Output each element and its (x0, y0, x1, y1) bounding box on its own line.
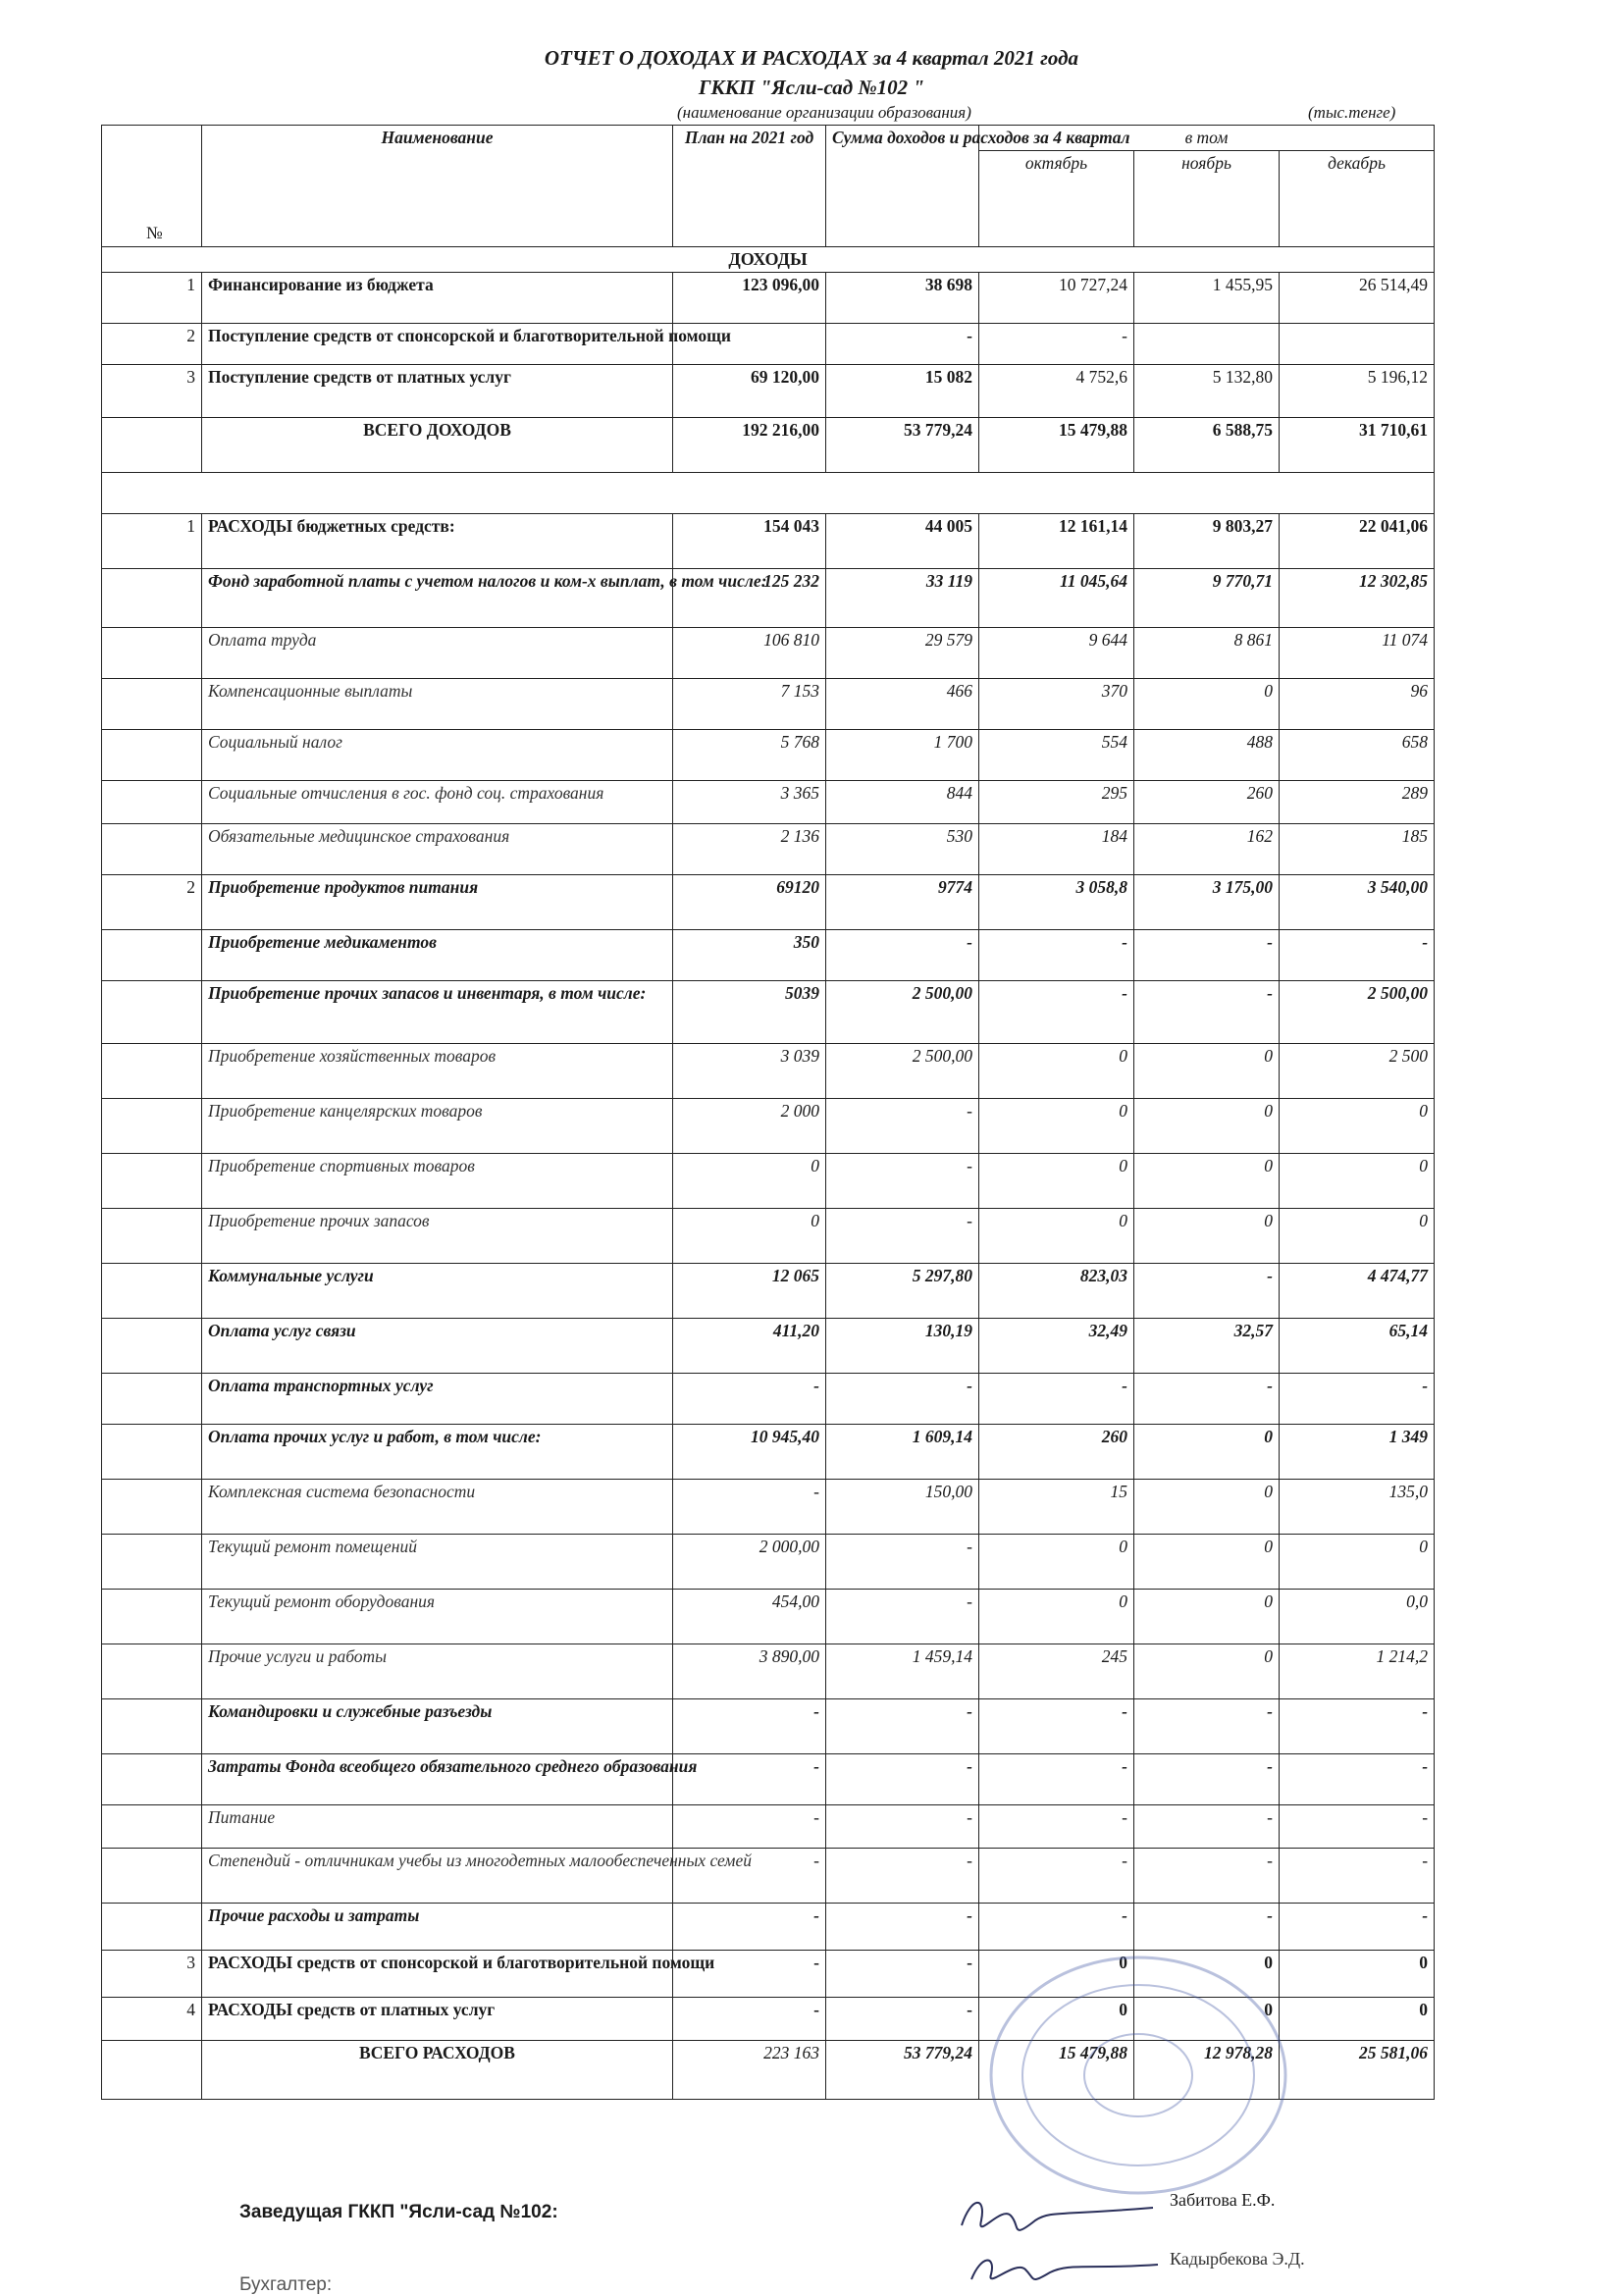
expense-row (102, 1154, 1435, 1209)
row-dec: 2 500,00 (1280, 981, 1435, 1044)
organization-title: ГККП "Ясли-сад №102 " (698, 76, 925, 99)
row-number (102, 824, 202, 875)
expense-row (102, 1535, 1435, 1590)
row-plan: 3 039 (673, 1044, 826, 1099)
row-dec: 96 (1280, 679, 1435, 730)
row-name: Оплата труда (202, 628, 673, 679)
row-name: Прочие расходы и затраты (202, 1904, 673, 1951)
row-nov: 1 455,95 (1134, 273, 1280, 324)
row-dec: 1 349 (1280, 1425, 1435, 1480)
row-name: Приобретение прочих запасов (202, 1209, 673, 1264)
row-number (102, 1590, 202, 1644)
row-plan: 3 890,00 (673, 1644, 826, 1699)
expense-total-sum: 53 779,24 (826, 2041, 979, 2100)
row-sum: - (826, 1699, 979, 1754)
row-number (102, 1044, 202, 1099)
row-name: Степендий - отличникам учебы из многодетных малообеспеченных семей (202, 1849, 673, 1904)
row-plan: 123 096,00 (673, 273, 826, 324)
row-oct: 15 (979, 1480, 1134, 1535)
row-sum: - (826, 1904, 979, 1951)
spacer-row (102, 473, 1435, 514)
row-oct: 245 (979, 1644, 1134, 1699)
row-oct: - (979, 324, 1134, 365)
col-header-december: декабрь (1280, 151, 1435, 247)
row-sum: - (826, 1998, 979, 2041)
row-number (102, 930, 202, 981)
row-sum: 2 500,00 (826, 1044, 979, 1099)
row-oct: 0 (979, 1154, 1134, 1209)
row-dec: 289 (1280, 781, 1435, 824)
row-sum: - (826, 1849, 979, 1904)
row-sum: - (826, 1099, 979, 1154)
row-oct: - (979, 1849, 1134, 1904)
row-number (102, 730, 202, 781)
row-dec: 0 (1280, 1998, 1435, 2041)
row-plan: - (673, 1998, 826, 2041)
row-sum: 466 (826, 679, 979, 730)
row-plan: - (673, 1699, 826, 1754)
income-total-row (102, 418, 1435, 473)
row-dec: 0 (1280, 1951, 1435, 1998)
row-sum: - (826, 1805, 979, 1849)
row-nov: 8 861 (1134, 628, 1280, 679)
row-plan: 350 (673, 930, 826, 981)
col-header-num: № (102, 126, 202, 247)
row-plan: 454,00 (673, 1590, 826, 1644)
row-name: Поступление средств от платных услуг (202, 365, 673, 418)
expense-total-oct: 15 479,88 (979, 2041, 1134, 2100)
row-number: 4 (102, 1998, 202, 2041)
expense-total-dec: 25 581,06 (1280, 2041, 1435, 2100)
row-name: Фонд заработной платы с учетом налогов и ком-х выплат, в том числе: (202, 569, 673, 628)
row-nov: 488 (1134, 730, 1280, 781)
row-nov: - (1134, 1374, 1280, 1425)
row-oct: 370 (979, 679, 1134, 730)
row-name: Поступление средств от спонсорской и благотворительной помощи (202, 324, 673, 365)
row-sum: - (826, 1951, 979, 1998)
row-nov: 3 175,00 (1134, 875, 1280, 930)
row-dec: 3 540,00 (1280, 875, 1435, 930)
row-nov: 0 (1134, 1154, 1280, 1209)
row-sum: - (826, 930, 979, 981)
row-name: Компенсационные выплаты (202, 679, 673, 730)
row-plan: 3 365 (673, 781, 826, 824)
row-oct: - (979, 1374, 1134, 1425)
income-total-oct: 15 479,88 (979, 418, 1134, 473)
row-plan: 2 000,00 (673, 1535, 826, 1590)
income-row (102, 273, 1435, 324)
expense-row (102, 1699, 1435, 1754)
row-plan: 106 810 (673, 628, 826, 679)
row-number: 1 (102, 514, 202, 569)
row-number: 3 (102, 365, 202, 418)
row-dec: 2 500 (1280, 1044, 1435, 1099)
row-dec: 0,0 (1280, 1590, 1435, 1644)
row-sum: 5 297,80 (826, 1264, 979, 1319)
accountant-signature-label: Бухгалтер: (239, 2274, 333, 2295)
row-oct: 0 (979, 1535, 1134, 1590)
row-oct: - (979, 1805, 1134, 1849)
row-oct: 0 (979, 1998, 1134, 2041)
row-name: Приобретение медикаментов (202, 930, 673, 981)
row-number (102, 1209, 202, 1264)
row-sum: - (826, 1590, 979, 1644)
expense-row (102, 1849, 1435, 1904)
row-name: Социальные отчисления в гос. фонд соц. страхования (202, 781, 673, 824)
row-oct: 184 (979, 824, 1134, 875)
row-number (102, 1264, 202, 1319)
row-sum: - (826, 1374, 979, 1425)
row-sum: - (826, 1154, 979, 1209)
row-plan: 12 065 (673, 1264, 826, 1319)
expense-row (102, 1805, 1435, 1849)
row-sum: 530 (826, 824, 979, 875)
row-sum: 33 119 (826, 569, 979, 628)
row-name: Текущий ремонт оборудования (202, 1590, 673, 1644)
row-nov: 5 132,80 (1134, 365, 1280, 418)
row-name: Финансирование из бюджета (202, 273, 673, 324)
row-nov: 0 (1134, 1099, 1280, 1154)
row-dec: 5 196,12 (1280, 365, 1435, 418)
expense-row (102, 628, 1435, 679)
row-dec: 0 (1280, 1209, 1435, 1264)
row-sum: - (826, 1209, 979, 1264)
row-plan: 69120 (673, 875, 826, 930)
row-name: Питание (202, 1805, 673, 1849)
expense-row (102, 1590, 1435, 1644)
row-plan: 411,20 (673, 1319, 826, 1374)
row-oct: 12 161,14 (979, 514, 1134, 569)
row-name: РАСХОДЫ средств от спонсорской и благотворительной помощи (202, 1951, 673, 1998)
expense-row (102, 875, 1435, 930)
expense-row (102, 1754, 1435, 1805)
row-dec: 65,14 (1280, 1319, 1435, 1374)
row-name: Приобретение продуктов питания (202, 875, 673, 930)
row-sum: 29 579 (826, 628, 979, 679)
row-nov: 0 (1134, 1425, 1280, 1480)
row-dec: 22 041,06 (1280, 514, 1435, 569)
row-nov: - (1134, 1264, 1280, 1319)
row-oct: - (979, 930, 1134, 981)
expense-total-plan: 223 163 (673, 2041, 826, 2100)
row-number (102, 1154, 202, 1209)
row-nov: 0 (1134, 1044, 1280, 1099)
row-number (102, 781, 202, 824)
row-oct: - (979, 1754, 1134, 1805)
row-dec: 12 302,85 (1280, 569, 1435, 628)
expense-row (102, 1480, 1435, 1535)
organization-caption: (наименование организации образования) (677, 103, 971, 122)
row-name: Приобретение спортивных товаров (202, 1154, 673, 1209)
row-plan: - (673, 1374, 826, 1425)
row-sum: - (826, 1535, 979, 1590)
row-number (102, 981, 202, 1044)
row-nov: 162 (1134, 824, 1280, 875)
row-nov: - (1134, 1699, 1280, 1754)
row-name: РАСХОДЫ бюджетных средств: (202, 514, 673, 569)
row-name: Социальный налог (202, 730, 673, 781)
row-sum: 15 082 (826, 365, 979, 418)
row-number: 3 (102, 1951, 202, 1998)
signature-marks (942, 2186, 1168, 2294)
row-plan: 125 232 (673, 569, 826, 628)
row-number (102, 1699, 202, 1754)
row-sum: 1 459,14 (826, 1644, 979, 1699)
row-nov: 0 (1134, 1480, 1280, 1535)
row-number (102, 1644, 202, 1699)
row-plan: 2 136 (673, 824, 826, 875)
row-plan: 0 (673, 1154, 826, 1209)
row-number: 2 (102, 324, 202, 365)
row-nov: - (1134, 981, 1280, 1044)
row-name: Оплата услуг связи (202, 1319, 673, 1374)
report-title: ОТЧЕТ О ДОХОДАХ И РАСХОДАХ за 4 квартал 2021 года (544, 46, 1079, 70)
row-plan: 10 945,40 (673, 1425, 826, 1480)
row-dec: 185 (1280, 824, 1435, 875)
row-nov: 0 (1134, 1209, 1280, 1264)
row-plan: - (673, 1849, 826, 1904)
row-oct: - (979, 981, 1134, 1044)
expense-row (102, 981, 1435, 1044)
row-dec: 658 (1280, 730, 1435, 781)
row-plan: 5039 (673, 981, 826, 1044)
row-oct: 9 644 (979, 628, 1134, 679)
row-sum: 1 609,14 (826, 1425, 979, 1480)
row-dec: - (1280, 1754, 1435, 1805)
row-dec: 0 (1280, 1535, 1435, 1590)
row-oct: - (979, 1699, 1134, 1754)
row-dec: 26 514,49 (1280, 273, 1435, 324)
expense-row (102, 1264, 1435, 1319)
row-name: Текущий ремонт помещений (202, 1535, 673, 1590)
unit-caption: (тыс.тенге) (1308, 103, 1396, 122)
row-nov: 9 803,27 (1134, 514, 1280, 569)
row-plan: - (673, 1951, 826, 1998)
row-oct: 823,03 (979, 1264, 1134, 1319)
expense-total-label: ВСЕГО РАСХОДОВ (202, 2041, 673, 2100)
expense-row (102, 1644, 1435, 1699)
row-oct: - (979, 1904, 1134, 1951)
row-name: Приобретение канцелярских товаров (202, 1099, 673, 1154)
expense-row (102, 514, 1435, 569)
row-oct: 11 045,64 (979, 569, 1134, 628)
row-oct: 0 (979, 1044, 1134, 1099)
row-oct: 3 058,8 (979, 875, 1134, 930)
row-number (102, 628, 202, 679)
col-header-group: в том (979, 126, 1435, 151)
row-name: Командировки и служебные разъезды (202, 1699, 673, 1754)
row-number (102, 1374, 202, 1425)
expense-row (102, 824, 1435, 875)
row-dec: 4 474,77 (1280, 1264, 1435, 1319)
row-dec: 11 074 (1280, 628, 1435, 679)
row-plan: 154 043 (673, 514, 826, 569)
row-nov: 0 (1134, 1535, 1280, 1590)
row-nov: - (1134, 930, 1280, 981)
row-nov: - (1134, 1805, 1280, 1849)
row-number (102, 1099, 202, 1154)
row-sum: 1 700 (826, 730, 979, 781)
row-plan: 7 153 (673, 679, 826, 730)
row-nov (1134, 324, 1280, 365)
row-sum: 38 698 (826, 273, 979, 324)
row-name: Оплата прочих услуг и работ, в том числе: (202, 1425, 673, 1480)
row-oct: 295 (979, 781, 1134, 824)
row-oct: 0 (979, 1099, 1134, 1154)
expense-row (102, 930, 1435, 981)
row-dec (1280, 324, 1435, 365)
row-name: Оплата транспортных услуг (202, 1374, 673, 1425)
income-total-label: ВСЕГО ДОХОДОВ (202, 418, 673, 473)
row-number: 2 (102, 875, 202, 930)
row-number (102, 1849, 202, 1904)
row-oct: 260 (979, 1425, 1134, 1480)
expense-row (102, 1425, 1435, 1480)
row-oct: 10 727,24 (979, 273, 1134, 324)
income-row (102, 324, 1435, 365)
row-sum: 150,00 (826, 1480, 979, 1535)
expense-row (102, 679, 1435, 730)
row-oct: 32,49 (979, 1319, 1134, 1374)
row-nov: - (1134, 1904, 1280, 1951)
head-name: Забитова Е.Ф. (1170, 2190, 1276, 2210)
row-name: Комплексная система безопасности (202, 1480, 673, 1535)
expense-row (102, 1209, 1435, 1264)
row-sum: - (826, 1754, 979, 1805)
row-nov: 32,57 (1134, 1319, 1280, 1374)
row-number (102, 1480, 202, 1535)
income-section-title: ДОХОДЫ (102, 247, 1435, 273)
row-plan: - (673, 1805, 826, 1849)
row-dec: - (1280, 1904, 1435, 1951)
expense-row (102, 781, 1435, 824)
row-nov: 0 (1134, 1590, 1280, 1644)
row-name: РАСХОДЫ средств от платных услуг (202, 1998, 673, 2041)
row-plan: - (673, 1754, 826, 1805)
row-plan: 0 (673, 1209, 826, 1264)
row-number (102, 1754, 202, 1805)
row-dec: - (1280, 1374, 1435, 1425)
expense-row (102, 1044, 1435, 1099)
income-total-nov: 6 588,75 (1134, 418, 1280, 473)
row-name: Затраты Фонда всеобщего обязательного среднего образования (202, 1754, 673, 1805)
row-oct: 0 (979, 1590, 1134, 1644)
row-number (102, 1319, 202, 1374)
income-total-dec: 31 710,61 (1280, 418, 1435, 473)
income-total-plan: 192 216,00 (673, 418, 826, 473)
row-number (102, 679, 202, 730)
row-plan: - (673, 1480, 826, 1535)
row-plan: 5 768 (673, 730, 826, 781)
col-header-sum: Сумма доходов и расходов за 4 квартал (826, 126, 979, 247)
row-oct: 4 752,6 (979, 365, 1134, 418)
expense-row (102, 1374, 1435, 1425)
row-name: Приобретение прочих запасов и инвентаря, в том числе: (202, 981, 673, 1044)
row-number (102, 1904, 202, 1951)
round-stamp (942, 1938, 1335, 2193)
row-plan: - (673, 1904, 826, 1951)
row-number (102, 1535, 202, 1590)
row-dec: 135,0 (1280, 1480, 1435, 1535)
row-sum: 9774 (826, 875, 979, 930)
expense-row (102, 1099, 1435, 1154)
row-nov: 0 (1134, 679, 1280, 730)
expense-row (102, 1319, 1435, 1374)
row-nov: 260 (1134, 781, 1280, 824)
row-sum: 844 (826, 781, 979, 824)
row-oct: 554 (979, 730, 1134, 781)
row-plan: 2 000 (673, 1099, 826, 1154)
row-nov: - (1134, 1754, 1280, 1805)
accountant-name: Кадырбекова Э.Д. (1170, 2249, 1305, 2269)
row-nov: 0 (1134, 1998, 1280, 2041)
row-sum: - (826, 324, 979, 365)
col-header-plan: План на 2021 год (673, 126, 826, 247)
row-number (102, 1425, 202, 1480)
row-plan: 69 120,00 (673, 365, 826, 418)
head-signature-label: Заведущая ГККП "Ясли-сад №102: (239, 2202, 558, 2222)
row-dec: - (1280, 1849, 1435, 1904)
expense-row (102, 569, 1435, 628)
row-oct: 0 (979, 1209, 1134, 1264)
row-nov: 9 770,71 (1134, 569, 1280, 628)
row-number: 1 (102, 273, 202, 324)
income-expense-table (101, 125, 1435, 2100)
row-oct: 0 (979, 1951, 1134, 1998)
col-header-november: ноябрь (1134, 151, 1280, 247)
row-name: Обязательные медицинское страхования (202, 824, 673, 875)
row-name: Коммунальные услуги (202, 1264, 673, 1319)
row-nov: - (1134, 1849, 1280, 1904)
row-name: Приобретение хозяйственных товаров (202, 1044, 673, 1099)
row-number (102, 569, 202, 628)
row-dec: - (1280, 930, 1435, 981)
row-nov: 0 (1134, 1951, 1280, 1998)
row-dec: 0 (1280, 1099, 1435, 1154)
row-name: Прочие услуги и работы (202, 1644, 673, 1699)
row-dec: 1 214,2 (1280, 1644, 1435, 1699)
income-row (102, 365, 1435, 418)
row-number (102, 1805, 202, 1849)
col-header-name: Наименование (202, 126, 673, 247)
col-header-october: октябрь (979, 151, 1134, 247)
row-dec: - (1280, 1805, 1435, 1849)
expense-row (102, 730, 1435, 781)
income-total-sum: 53 779,24 (826, 418, 979, 473)
row-dec: 0 (1280, 1154, 1435, 1209)
row-sum: 130,19 (826, 1319, 979, 1374)
expense-total-nov: 12 978,28 (1134, 2041, 1280, 2100)
row-sum: 2 500,00 (826, 981, 979, 1044)
row-nov: 0 (1134, 1644, 1280, 1699)
row-dec: - (1280, 1699, 1435, 1754)
row-sum: 44 005 (826, 514, 979, 569)
